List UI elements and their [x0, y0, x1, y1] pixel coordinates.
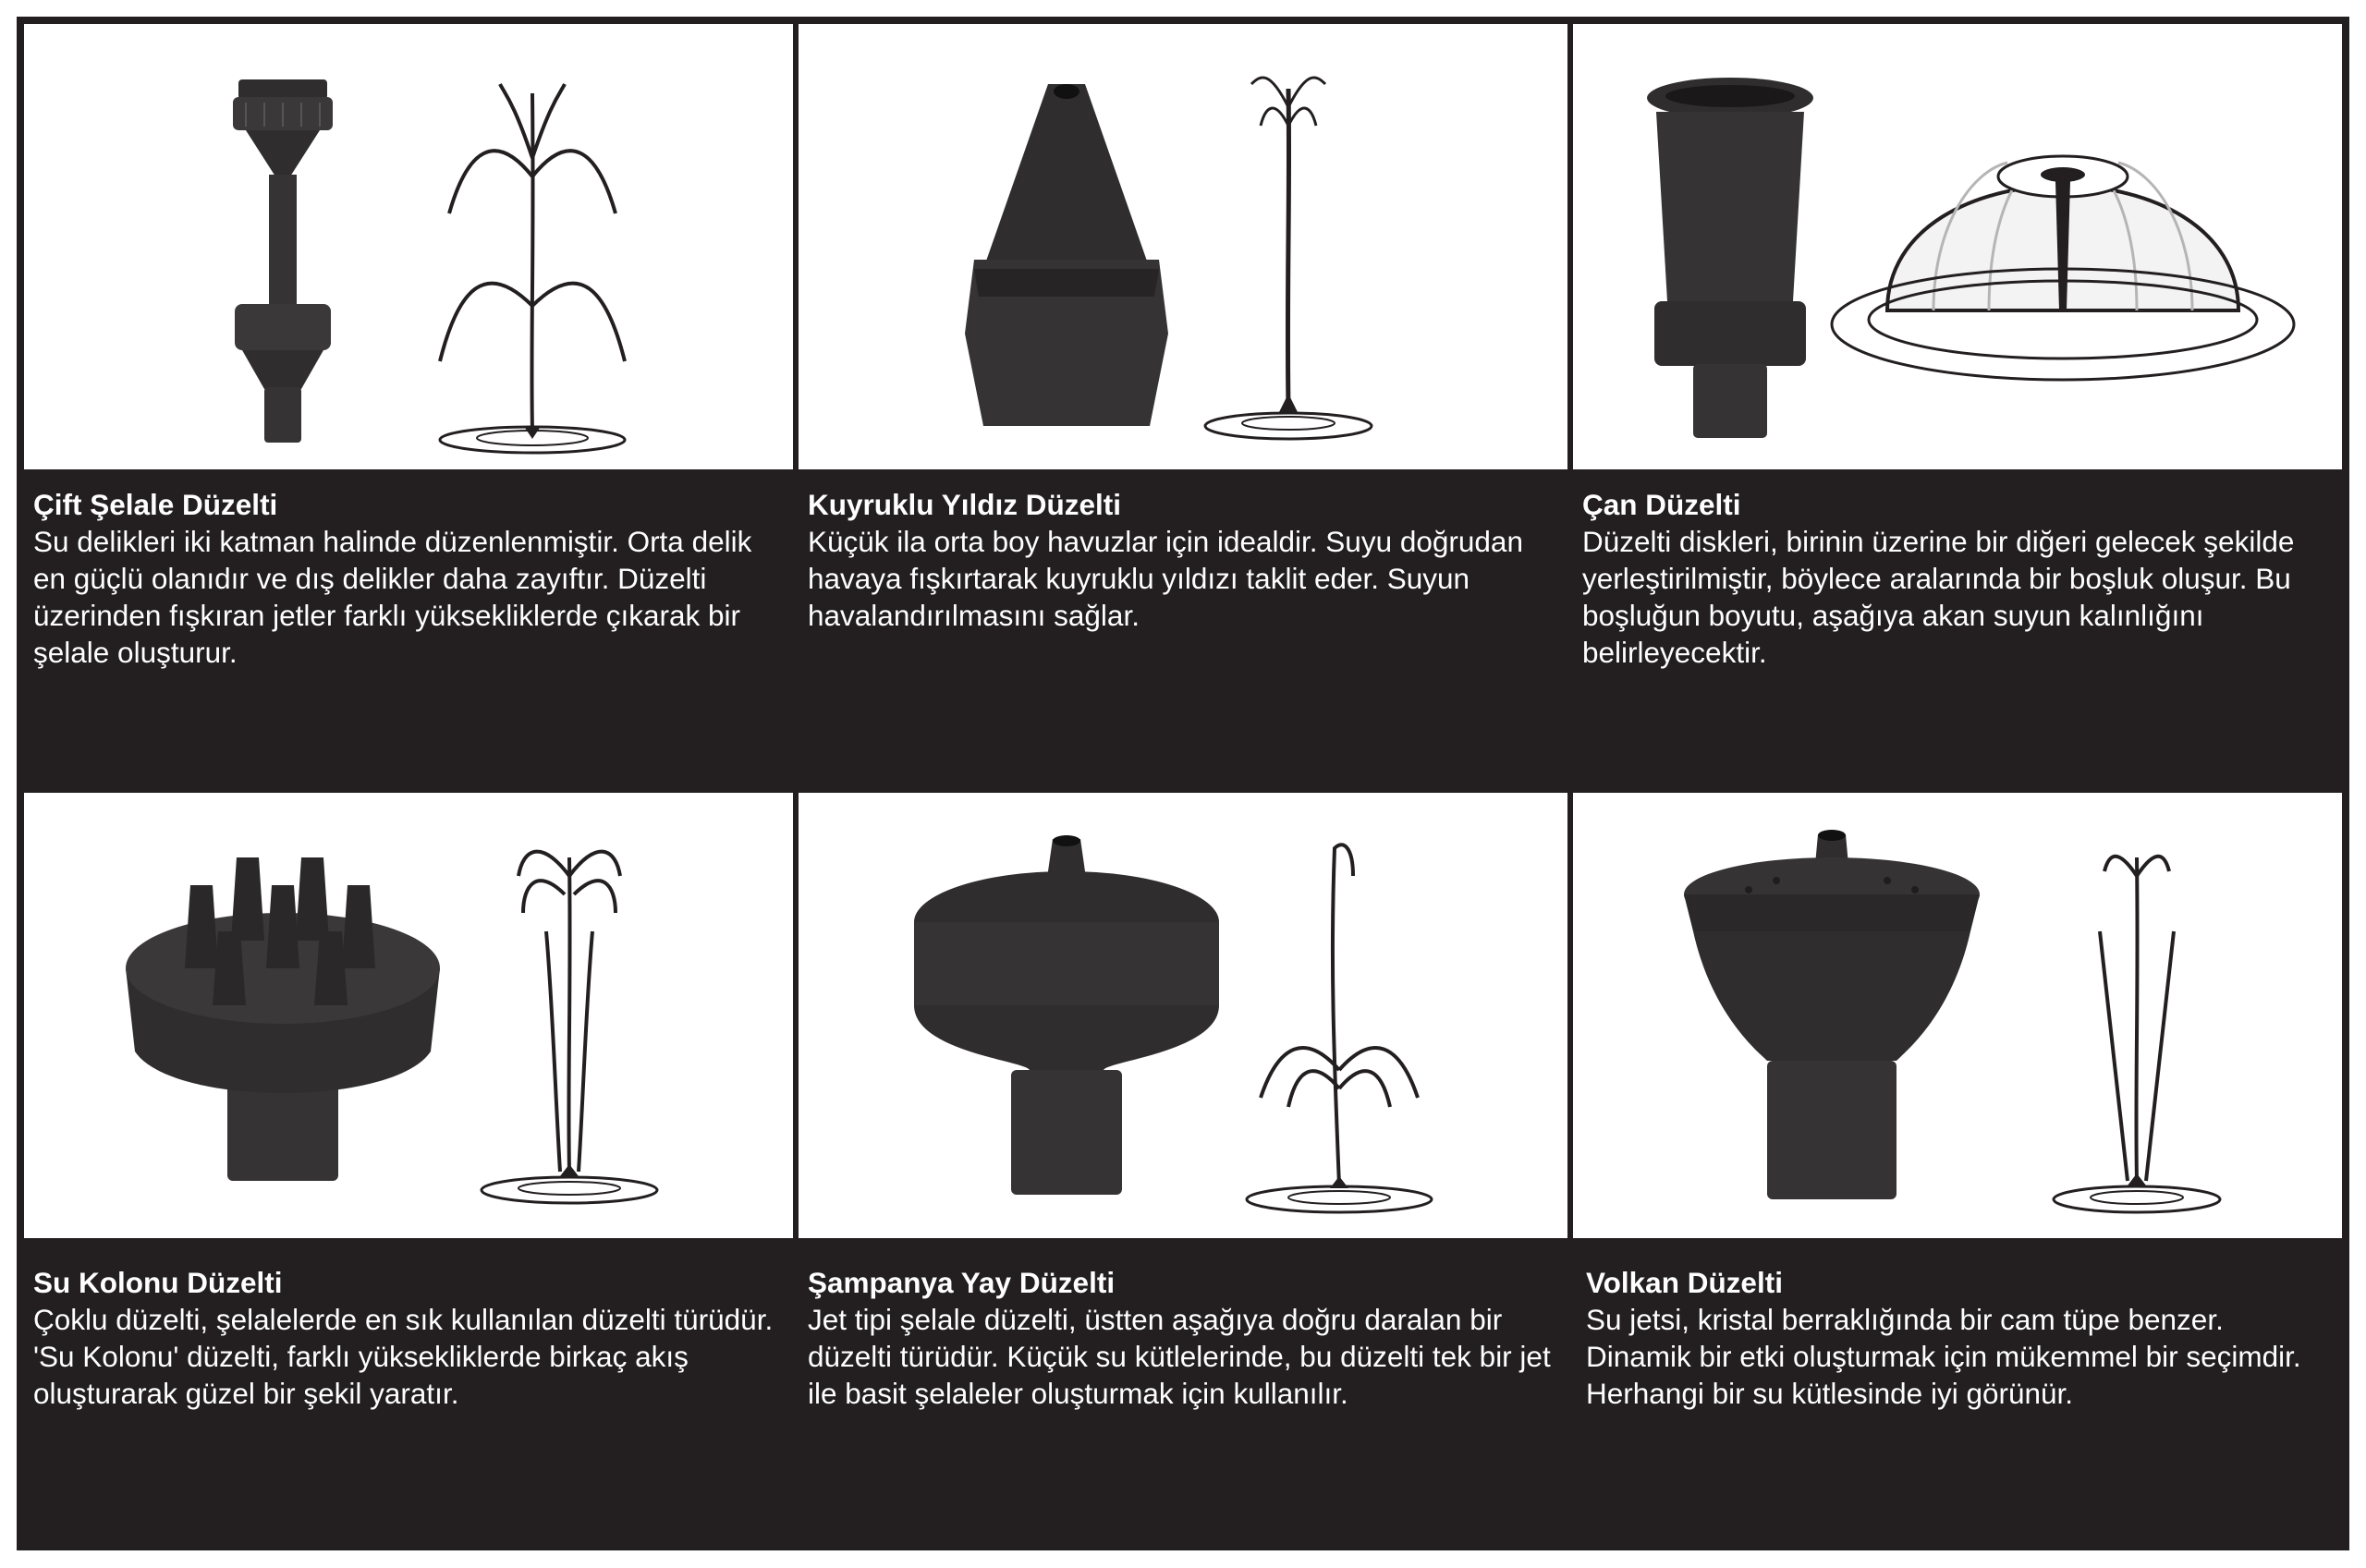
nozzle-title: Volkan Düzelti: [1586, 1266, 1783, 1299]
comet-jet-icon: [1196, 52, 1381, 458]
nozzle-title: Çift Şelale Düzelti: [33, 488, 278, 521]
nozzle-description: Düzelti diskleri, birinin üzerine bir diğeri gelecek şekilde yerleştirilmiştir, böylece aralarında bir boşluk oluşur. Bu boşluğun boyutu, aşağıya akan suyun kalınlığını belirleyecektir.: [1582, 525, 2295, 669]
nozzle-card: [799, 24, 1567, 787]
nozzle-card: [1573, 24, 2342, 787]
nozzle-card: [24, 24, 793, 787]
nozzle-text: [808, 486, 1555, 634]
nozzle-description: Su jetsi, kristal berraklığında bir cam tüpe benzer. Dinamik bir etki oluşturmak için mükemmel bir seçimdir. Herhangi bir su kütlesinde iyi görünür.: [1586, 1303, 2301, 1410]
nozzle-image-panel: [1573, 24, 2342, 469]
bell-nozzle-icon: [1638, 70, 1823, 449]
nozzle-image-panel: [24, 793, 793, 1238]
water-column-spray-icon: [468, 820, 671, 1227]
nozzle-text: [1582, 486, 2329, 671]
nozzle-image-panel: [24, 24, 793, 469]
nozzle-image-panel: [799, 24, 1567, 469]
volcano-nozzle-icon: [1675, 830, 1989, 1209]
champagne-arc-spray-icon: [1224, 830, 1455, 1227]
nozzle-text: [808, 1264, 1555, 1412]
water-column-nozzle-icon: [116, 830, 449, 1199]
nozzle-title: Çan Düzelti: [1582, 488, 1741, 521]
bell-dome-icon: [1823, 89, 2303, 440]
nozzle-title: Su Kolonu Düzelti: [33, 1266, 283, 1299]
champagne-arc-nozzle-icon: [905, 830, 1228, 1209]
nozzle-text: [33, 486, 780, 671]
nozzle-catalog-sheet: [17, 17, 2349, 1550]
nozzle-title: Şampanya Yay Düzelti: [808, 1266, 1116, 1299]
nozzle-title: Kuyruklu Yıldız Düzelti: [808, 488, 1121, 521]
volcano-spray-icon: [2044, 830, 2229, 1227]
nozzle-text: [1586, 1264, 2329, 1412]
nozzle-description: Küçük ila orta boy havuzlar için idealdir. Suyu doğrudan havaya fışkırtarak kuyruklu yıldızı taklit eder. Suyun havalandırılmasını sağlar.: [808, 525, 1523, 632]
nozzle-image-panel: [799, 793, 1567, 1238]
nozzle-card: [799, 793, 1567, 1543]
double-waterfall-nozzle-icon: [190, 75, 375, 454]
nozzle-description: Su delikleri iki katman halinde düzenlenmiştir. Orta delik en güçlü olanıdır ve dış delikler daha zayıftır. Düzelti üzerinden fışkıran jetler farklı yüksekliklerde çıkarak bir şelale oluşturur.: [33, 525, 752, 669]
nozzle-text: [33, 1264, 780, 1412]
nozzle-description: Çoklu düzelti, şelalelerde en sık kullanılan düzelti türüdür. 'Su Kolonu' düzelti, farklı yüksekliklerde birkaç akış oluşturarak güzel bir şekil yaratır.: [33, 1303, 774, 1410]
comet-nozzle-icon: [956, 75, 1177, 444]
double-waterfall-spray-icon: [412, 66, 652, 463]
nozzle-image-panel: [1573, 793, 2342, 1238]
nozzle-card: [24, 793, 793, 1543]
nozzle-card: [1573, 793, 2342, 1543]
nozzle-description: Jet tipi şelale düzelti, üstten aşağıya doğru daralan bir düzelti türüdür. Küçük su kütlelerinde, bu düzelti tek bir jet ile basit şelaleler oluşturmak için kullanılır.: [808, 1303, 1551, 1410]
